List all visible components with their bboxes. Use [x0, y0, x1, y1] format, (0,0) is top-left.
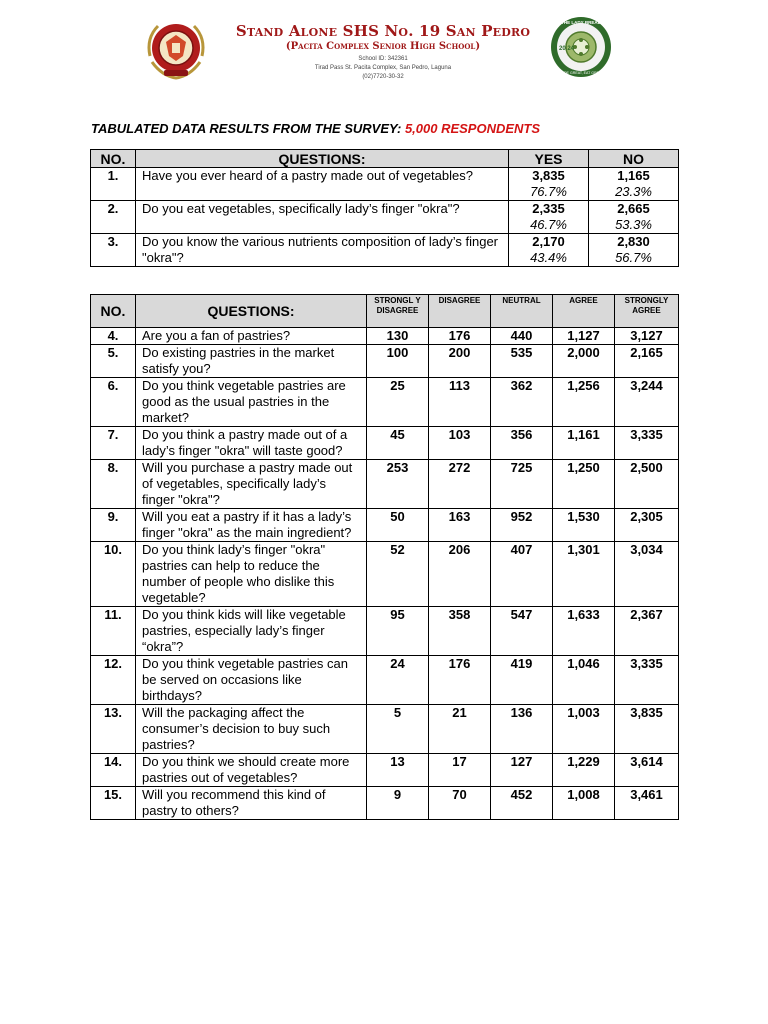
row-number: 10.	[91, 542, 136, 607]
strongly-disagree-count: 52	[367, 542, 429, 607]
neutral-count: 419	[491, 656, 553, 705]
row-question: Have you ever heard of a pastry made out of vegetables?	[136, 168, 509, 201]
row-question: Will you eat a pastry if it has a lady’s finger "okra" as the main ingredient?	[136, 509, 367, 542]
yes-percent: 43.4%	[530, 250, 567, 265]
neutral-count: 407	[491, 542, 553, 607]
yes-cell	[509, 234, 589, 267]
table-row	[91, 328, 679, 345]
strongly-disagree-count: 25	[367, 378, 429, 427]
disagree-count: 113	[429, 378, 491, 427]
strongly-agree-count: 2,367	[615, 607, 679, 656]
agree-count: 1,008	[553, 787, 615, 820]
col-header-yes: YES	[509, 150, 589, 168]
row-question: Will you recommend this kind of pastry to others?	[136, 787, 367, 820]
neutral-count: 952	[491, 509, 553, 542]
agree-count: 1,046	[553, 656, 615, 705]
yes-count: 2,335	[532, 201, 565, 216]
no-percent: 53.3%	[615, 217, 652, 232]
row-number: 14.	[91, 754, 136, 787]
disagree-count: 200	[429, 345, 491, 378]
col-header-no: NO.	[91, 150, 136, 168]
row-number: 3.	[91, 234, 136, 267]
table-header-row	[91, 295, 679, 328]
col-header-strongly-agree: STRONGLY AGREE	[615, 295, 679, 328]
disagree-count: 163	[429, 509, 491, 542]
school-address: Tirad Pass St. Pacita Complex, San Pedro, Laguna	[314, 65, 452, 71]
agree-count: 1,256	[553, 378, 615, 427]
strongly-agree-count: 2,500	[615, 460, 679, 509]
row-question: Do existing pastries in the market satisfy you?	[136, 345, 367, 378]
col-header-questions: QUESTIONS:	[136, 295, 367, 328]
no-cell	[589, 201, 679, 234]
row-question: Do you think kids will like vegetable pastries, especially lady’s finger “okra”?	[136, 607, 367, 656]
agree-count: 1,229	[553, 754, 615, 787]
disagree-count: 176	[429, 656, 491, 705]
strongly-disagree-count: 253	[367, 460, 429, 509]
agree-count: 1,633	[553, 607, 615, 656]
yes-cell	[509, 168, 589, 201]
school-name: Stand Alone SHS No. 19 San Pedro	[235, 22, 531, 40]
row-question: Do you think we should create more pastries out of vegetables?	[136, 754, 367, 787]
table-header-row	[91, 150, 679, 168]
row-question: Do you know the various nutrients composition of lady’s finger "okra"?	[136, 234, 509, 267]
no-count: 1,165	[617, 168, 650, 183]
strongly-disagree-count: 5	[367, 705, 429, 754]
yes-no-table	[90, 149, 679, 267]
title-prefix: TABULATED DATA RESULTS FROM THE SURVEY:	[91, 121, 402, 136]
row-number: 9.	[91, 509, 136, 542]
no-cell	[589, 168, 679, 201]
badge-top-text: THE LADY BREAD	[561, 20, 601, 25]
row-question: Do you think lady’s finger "okra" pastries can help to reduce the number of people who dislike this vegetable?	[136, 542, 367, 607]
row-number: 13.	[91, 705, 136, 754]
disagree-count: 17	[429, 754, 491, 787]
table-row	[91, 542, 679, 607]
no-count: 2,830	[617, 234, 650, 249]
yes-count: 2,170	[532, 234, 565, 249]
table-row	[91, 201, 679, 234]
disagree-count: 103	[429, 427, 491, 460]
row-question: Will you purchase a pastry made out of vegetables, specifically lady’s finger "okra"?	[136, 460, 367, 509]
strongly-agree-count: 3,034	[615, 542, 679, 607]
no-percent: 56.7%	[615, 250, 652, 265]
agree-count: 1,301	[553, 542, 615, 607]
disagree-count: 206	[429, 542, 491, 607]
strongly-agree-count: 3,127	[615, 328, 679, 345]
neutral-count: 136	[491, 705, 553, 754]
badge-bottom-text: MADE GREAT, EAT GREAT	[558, 71, 604, 75]
strongly-agree-count: 3,335	[615, 427, 679, 460]
col-header-no: NO.	[91, 295, 136, 328]
school-subtitle: (Pacita Complex Senior High School)	[285, 41, 481, 52]
no-cell	[589, 234, 679, 267]
table-row	[91, 460, 679, 509]
col-header-questions: QUESTIONS:	[136, 150, 509, 168]
yes-count: 3,835	[532, 168, 565, 183]
row-number: 2.	[91, 201, 136, 234]
row-number: 7.	[91, 427, 136, 460]
row-question: Are you a fan of pastries?	[136, 328, 367, 345]
letterhead	[0, 0, 768, 90]
agree-count: 2,000	[553, 345, 615, 378]
title-respondents: 5,000 RESPONDENTS	[404, 121, 541, 136]
yes-percent: 76.7%	[530, 184, 567, 199]
table-row	[91, 234, 679, 267]
lady-bread-badge-icon	[550, 16, 612, 78]
no-percent: 23.3%	[615, 184, 652, 199]
neutral-count: 535	[491, 345, 553, 378]
neutral-count: 440	[491, 328, 553, 345]
neutral-count: 356	[491, 427, 553, 460]
disagree-count: 272	[429, 460, 491, 509]
disagree-count: 176	[429, 328, 491, 345]
row-question: Do you think vegetable pastries can be served on occasions like birthdays?	[136, 656, 367, 705]
strongly-disagree-count: 50	[367, 509, 429, 542]
table-row	[91, 787, 679, 820]
strongly-agree-count: 2,305	[615, 509, 679, 542]
col-header-strongly-disagree: STRONGL Y DISAGREE	[367, 295, 429, 328]
row-number: 4.	[91, 328, 136, 345]
table-row	[91, 607, 679, 656]
col-header-no-answer: NO	[589, 150, 679, 168]
agree-count: 1,003	[553, 705, 615, 754]
row-number: 5.	[91, 345, 136, 378]
table-row	[91, 168, 679, 201]
strongly-disagree-count: 95	[367, 607, 429, 656]
neutral-count: 452	[491, 787, 553, 820]
table-row	[91, 378, 679, 427]
strongly-disagree-count: 9	[367, 787, 429, 820]
neutral-count: 362	[491, 378, 553, 427]
row-number: 15.	[91, 787, 136, 820]
strongly-agree-count: 2,165	[615, 345, 679, 378]
row-number: 6.	[91, 378, 136, 427]
table-row	[91, 345, 679, 378]
no-count: 2,665	[617, 201, 650, 216]
strongly-agree-count: 3,335	[615, 656, 679, 705]
disagree-count: 358	[429, 607, 491, 656]
school-id: School ID: 342361	[358, 56, 408, 62]
row-number: 11.	[91, 607, 136, 656]
document-title	[91, 121, 540, 136]
col-header-disagree: DISAGREE	[429, 295, 491, 328]
row-question: Do you think vegetable pastries are good as the usual pastries in the market?	[136, 378, 367, 427]
agree-count: 1,127	[553, 328, 615, 345]
badge-year: 20 24	[559, 46, 575, 52]
likert-table	[90, 294, 679, 820]
strongly-agree-count: 3,835	[615, 705, 679, 754]
disagree-count: 21	[429, 705, 491, 754]
strongly-agree-count: 3,244	[615, 378, 679, 427]
row-question: Do you eat vegetables, specifically lady’s finger "okra"?	[136, 201, 509, 234]
strongly-agree-count: 3,614	[615, 754, 679, 787]
table-row	[91, 656, 679, 705]
neutral-count: 547	[491, 607, 553, 656]
row-number: 12.	[91, 656, 136, 705]
yes-percent: 46.7%	[530, 217, 567, 232]
strongly-disagree-count: 130	[367, 328, 429, 345]
col-header-agree: AGREE	[553, 295, 615, 328]
table-row	[91, 509, 679, 542]
agree-count: 1,530	[553, 509, 615, 542]
table-row	[91, 754, 679, 787]
strongly-disagree-count: 45	[367, 427, 429, 460]
row-number: 1.	[91, 168, 136, 201]
neutral-count: 725	[491, 460, 553, 509]
agree-count: 1,161	[553, 427, 615, 460]
school-phone: (02)7720-30-32	[362, 74, 404, 80]
row-number: 8.	[91, 460, 136, 509]
neutral-count: 127	[491, 754, 553, 787]
school-seal-icon	[142, 16, 210, 82]
agree-count: 1,250	[553, 460, 615, 509]
strongly-agree-count: 3,461	[615, 787, 679, 820]
table-row	[91, 705, 679, 754]
strongly-disagree-count: 100	[367, 345, 429, 378]
yes-cell	[509, 201, 589, 234]
strongly-disagree-count: 24	[367, 656, 429, 705]
disagree-count: 70	[429, 787, 491, 820]
col-header-neutral: NEUTRAL	[491, 295, 553, 328]
strongly-disagree-count: 13	[367, 754, 429, 787]
row-question: Will the packaging affect the consumer’s decision to buy such pastries?	[136, 705, 367, 754]
row-question: Do you think a pastry made out of a lady’s finger "okra" will taste good?	[136, 427, 367, 460]
table-row	[91, 427, 679, 460]
